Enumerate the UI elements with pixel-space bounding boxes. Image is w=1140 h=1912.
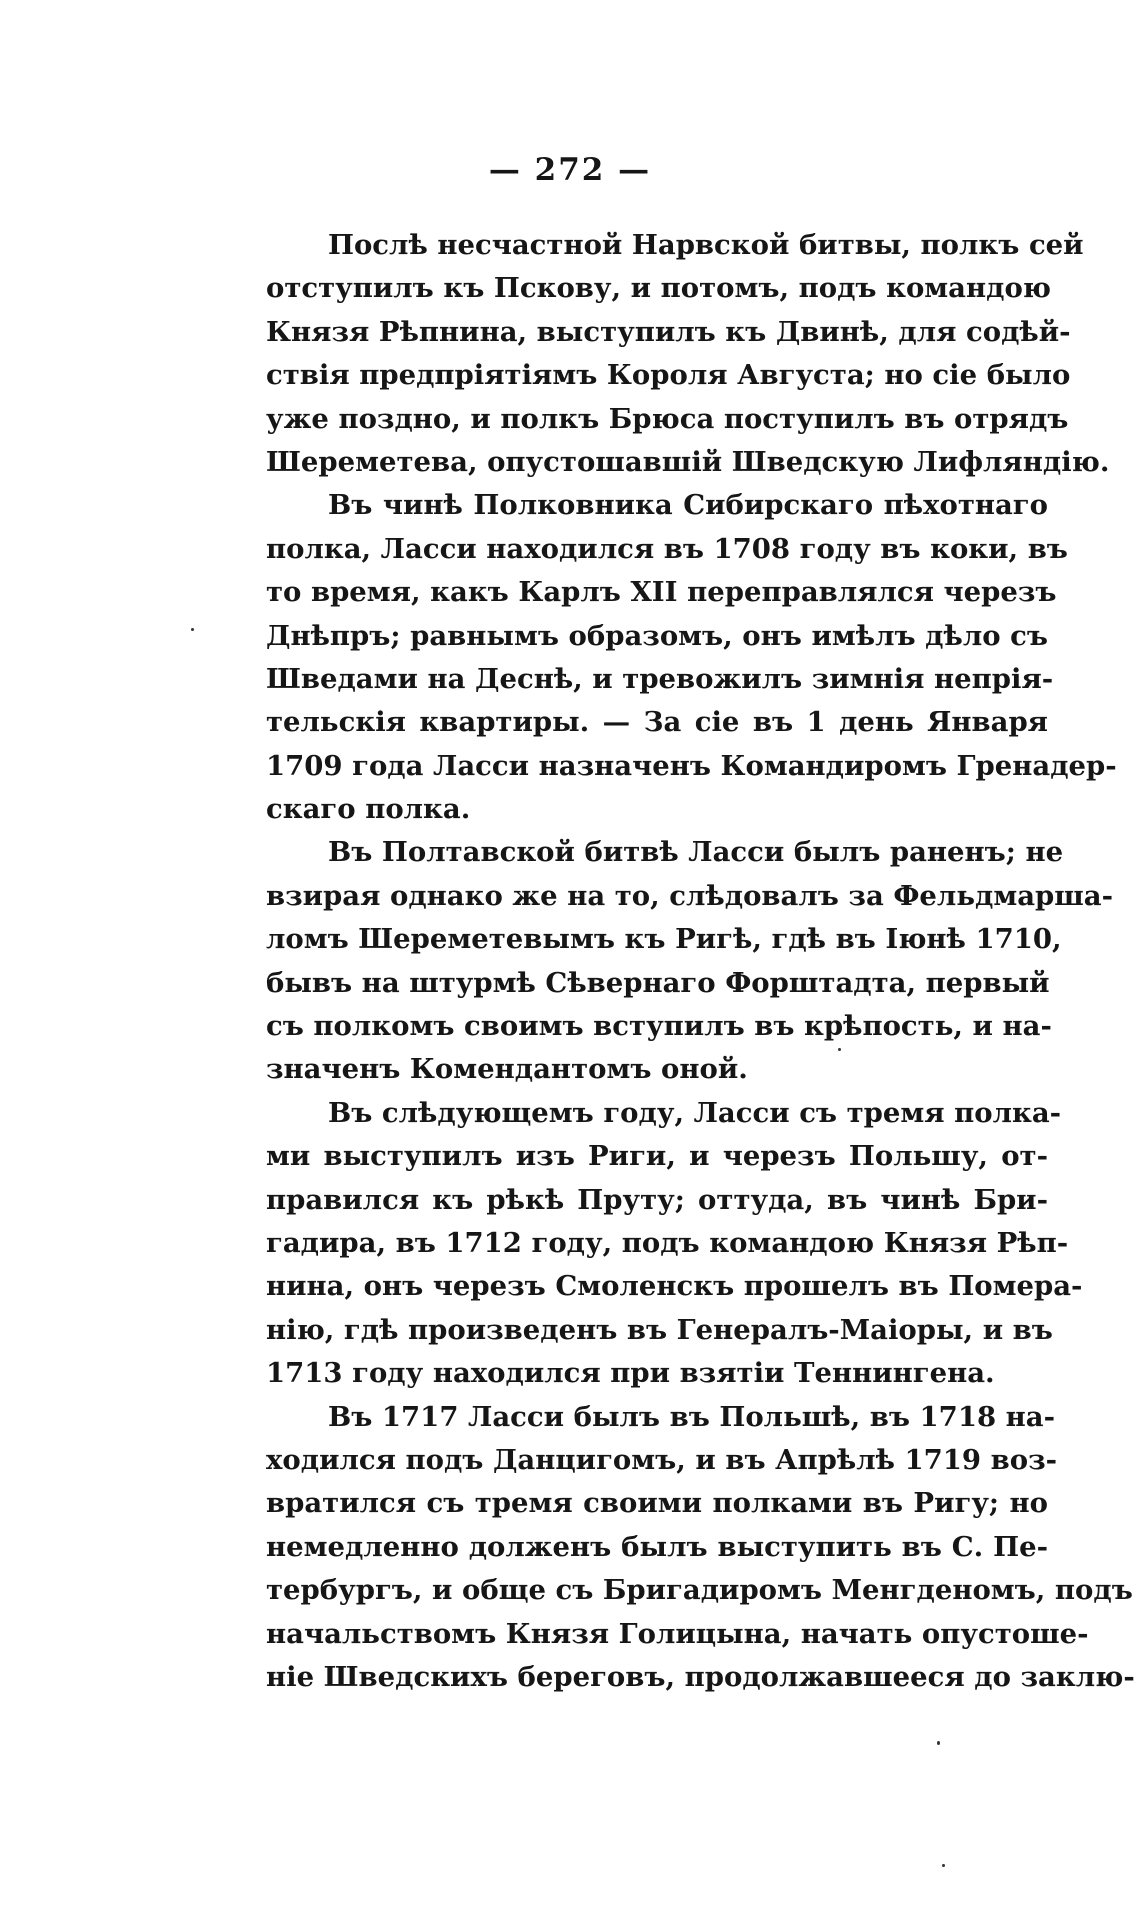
text-line: ходился подъ Данцигомъ, и въ Апрѣлѣ 1719 воз- — [266, 1443, 1058, 1476]
text-line: Въ 1717 Ласси былъ въ Польшѣ, въ 1718 на- — [328, 1400, 1056, 1433]
scan-speck — [937, 1741, 940, 1745]
text-line: то время, какъ Карлъ XII переправлялся черезъ — [266, 576, 1057, 609]
text-line: ствія предпріятіямъ Короля Августа; но сіе было — [266, 359, 1071, 392]
text-line: бывъ на штурмѣ Сѣвернаго Форштадта, первый — [266, 966, 1050, 999]
text-line: начальствомъ Князя Голицына, начать опустоше- — [266, 1617, 1089, 1650]
text-line: взирая однако же на то, слѣдовалъ за Фельдмарша- — [266, 879, 1114, 912]
text-line: Шереметева, опустошавшій Шведскую Лифляндію. — [266, 445, 1110, 478]
text-line: 1713 году находился при взятіи Теннингена. — [266, 1357, 995, 1390]
text-line: ніе Шведскихъ береговъ, продолжавшееся до заклю- — [266, 1660, 1135, 1693]
page-number: — 272 — — [488, 152, 652, 188]
body-text — [266, 224, 1135, 1699]
scan-speck — [942, 1864, 945, 1867]
text-line: гадира, въ 1712 году, подъ командою Князя Рѣп- — [266, 1226, 1069, 1259]
scan-speck — [838, 1048, 841, 1051]
text-line: уже поздно, и полкъ Брюса поступилъ въ отрядъ — [266, 402, 1069, 435]
text-line: нина, онъ черезъ Смоленскъ прошелъ въ Помера- — [266, 1270, 1083, 1303]
text-line: Послѣ несчастной Нарвской битвы, полкъ сей — [328, 229, 1084, 261]
text-line: немедленно долженъ былъ выступить въ С. Пе- — [266, 1530, 1048, 1563]
text-line: значенъ Комендантомъ оной. — [266, 1053, 748, 1086]
text-line: Шведами на Деснѣ, и тревожилъ зимнія непрія- — [266, 662, 1054, 695]
text-line: Въ слѣдующемъ году, Ласси съ тремя полка- — [328, 1096, 1062, 1129]
text-line: тербургъ, и обще съ Бригадиромъ Менгденомъ, подъ — [266, 1574, 1133, 1607]
text-line: отступилъ къ Пскову, и потомъ, подъ командою — [266, 272, 1051, 305]
text-line: Въ чинѣ Полковника Сибирскаго пѣхотнаго — [328, 489, 1048, 522]
scan-speck — [191, 628, 194, 631]
text-line: скаго полка. — [266, 793, 471, 826]
text-line: Въ Полтавской битвѣ Ласси былъ раненъ; не — [328, 836, 1064, 869]
text-line: ми выступилъ изъ Риги, и черезъ Польшу, от- — [266, 1140, 1048, 1173]
text-line: правился къ рѣкѣ Пруту; оттуда, въ чинѣ Бри- — [266, 1183, 1048, 1216]
text-line: ломъ Шереметевымъ къ Ригѣ, гдѣ въ Іюнѣ 1710, — [266, 923, 1062, 956]
text-line: 1709 года Ласси назначенъ Командиромъ Гренадер- — [266, 749, 1117, 782]
text-line: тельскія квартиры. — За сіе въ 1 день Января — [266, 706, 1048, 739]
text-line: Князя Рѣпнина, выступилъ къ Двинѣ, для содѣй- — [266, 315, 1071, 348]
text-line: вратился съ тремя своими полками въ Ригу; но — [266, 1487, 1048, 1520]
text-line: нію, гдѣ произведенъ въ Генералъ-Маіоры, и въ — [266, 1313, 1053, 1346]
text-line: Днѣпръ; равнымъ образомъ, онъ имѣлъ дѣло съ — [266, 619, 1048, 652]
text-line: полка, Ласси находился въ 1708 году въ коки, въ — [266, 532, 1068, 565]
text-line: съ полкомъ своимъ вступилъ въ крѣпость, и на- — [266, 1010, 1052, 1043]
